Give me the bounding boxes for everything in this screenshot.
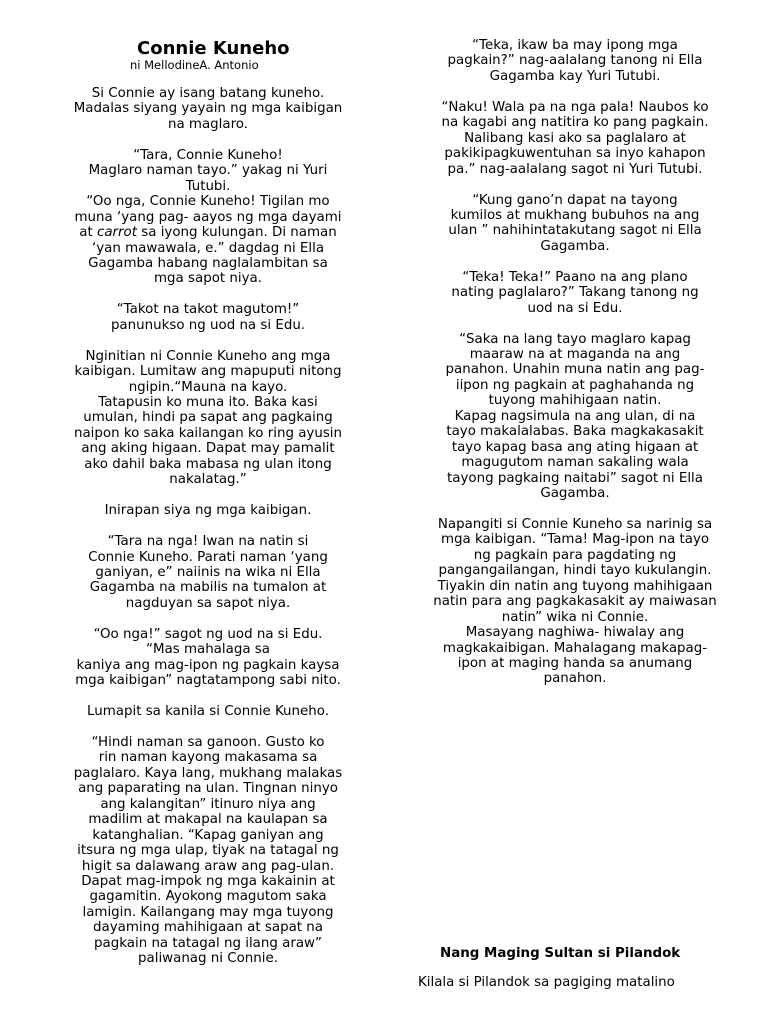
text-line: lamigin. Kailangang may mga tuyong [82, 904, 334, 920]
text-line: katanghalian. “Kapag ganiyan ang [92, 827, 324, 843]
text-line: tayo makalalabas. Baka magkakasakit [446, 424, 704, 440]
text-line: dayaming mahihigaan at sapat na [93, 920, 323, 936]
text-line: nating paglalaro?” Takang tanong ng [451, 285, 699, 301]
text-line: Napangiti si Connie Kuneho sa narinig sa [437, 516, 713, 532]
text-line: Gagamba. [540, 238, 610, 254]
text-line: kumilos at mukhang bubuhos na ang [450, 207, 700, 223]
text-line: tayo kapag basa ang ating higaan at [451, 439, 699, 455]
text-line: “Takot na takot magutom!” [116, 302, 300, 318]
text-line: “Oo nga!” sagot ng uod na si Edu. [93, 626, 323, 642]
text-line: pakikipagkuwentuhan sa inyo kahapon [444, 146, 706, 162]
story-author: ni MellodineA. Antonio [130, 59, 259, 72]
text-line: nagduyan sa sapot niya. [125, 595, 291, 611]
text-line: “Hindi naman sa ganoon. Gusto ko [91, 734, 325, 750]
text-line: “Tara, Connie Kuneho! [133, 147, 283, 163]
text-line: Lumapit sa kanila si Connie Kuneho. [87, 704, 329, 719]
text-line: ang paparating na ulan. Tingnan ninyo [78, 781, 338, 797]
text-line: “Mas mahalaga sa [146, 642, 270, 658]
text-line: panahon. Unahin muna natin ang pag- [445, 362, 705, 378]
text-line: “Teka, ikaw ba may ipong mga [472, 38, 678, 53]
text-line: kaibigan. Lumitaw ang mapuputi nitong [74, 364, 342, 380]
text-line: nakalatag.” [169, 472, 247, 488]
text-line: Gagamba. [540, 486, 610, 502]
text-line: naipon ko saka kailangan ko ring ayusin [73, 425, 343, 441]
text-line: madilim at makapal na kaulapan sa [88, 812, 328, 828]
text-line: mga kaibigan. “Tama! Mag-ipon na tayo [440, 532, 710, 548]
text-line: ang kalangitan” itinuro niya ang [100, 796, 316, 812]
text-line: “Kung gano’n dapat na tayong [472, 192, 678, 208]
text-line: pangangailangan, hindi tayo kukulangin. [438, 563, 712, 579]
text-line: ipon at maging handa sa anumang [457, 656, 693, 671]
text-line: panunukso ng uod na si Edu. [110, 317, 306, 333]
text-line: Tiyakin din natin ang tuyong mahihigaan [437, 578, 713, 594]
text-line: Masayang naghiwa- hiwalay ang [465, 625, 685, 641]
text-line: na kagabi ang natitira ko pang pagkain. [441, 115, 709, 131]
text-line: Nginitian ni Connie Kuneho ang mga [85, 348, 331, 364]
text-line: rin naman kayong makasama sa [98, 750, 318, 766]
text-line: natin” wika ni Connie. [501, 609, 649, 625]
text-line: “Teka! Teka!” Paano na ang plano [462, 269, 688, 285]
story-title: Connie Kuneho [137, 38, 290, 59]
text-line: “Saka na lang tayo maglaro kapag [459, 331, 691, 347]
text-line: muna ‘yang pag- aayos ng mga dayami [74, 209, 342, 225]
text-line: Dapat mag-impok ng mga kakainin at [81, 873, 335, 889]
text-line: paglalaro. Kaya lang, mukhang malakas [73, 765, 343, 781]
text-line: magugutom naman sakaling wala [461, 455, 689, 471]
text-line: na maglaro. [167, 116, 249, 132]
text-line: ngipin.“Mauna na kayo. [128, 379, 288, 395]
text-line: tuyong mahihigaan natin. [488, 393, 662, 409]
text-line: ang aking higaan. Dapat may pamalit [81, 441, 335, 457]
second-story-title: Nang Maging Sultan si Pilandok [440, 946, 681, 961]
text-line: ganiyan, e” naiinis na wika ni Ella [95, 564, 321, 580]
text-line: uod na si Edu. [527, 300, 623, 316]
text-line: magkakaibigan. Mahalagang makapag- [442, 640, 708, 656]
text-line: Maglaro naman tayo.” yakag ni Yuri [88, 163, 328, 179]
text-line: higit sa dalawang araw ang pag-ulan. [81, 858, 335, 874]
text-line: paliwanag ni Connie. [138, 951, 278, 967]
text-line: kaniya ang mag-ipon ng pagkain kaysa [76, 657, 340, 673]
text-line: pagkain?” nag-aalalang tanong ni Ella [447, 53, 703, 69]
text-line: ng pagkain para pagdating ng [473, 547, 677, 563]
text-line: at carrot sa iyong kulungan. Di naman [79, 225, 337, 241]
text-line: Connie Kuneho. Parati naman ‘yang [88, 549, 328, 565]
text-line: Gagamba na mabilis na tumalon at [89, 580, 327, 596]
text-line: “Naku! Wala pa na nga pala! Naubos ko [441, 99, 709, 115]
text-line: maaraw na at maganda na ang [469, 347, 681, 362]
text-line: “Tara na nga! Iwan na natin si [107, 534, 309, 550]
text-line: Si Connie ay isang batang kuneho. [91, 86, 325, 101]
text-line: natin para ang pagkakasakit ay maiwasan [433, 594, 717, 610]
text-line: pa.” nag-aalalang sagot ni Yuri Tutubi. [447, 161, 703, 177]
text-line: Gagamba habang naglalambitan sa [88, 255, 328, 271]
text-line: Tutubi. [185, 178, 231, 194]
text-line: Nalibang kasi ako sa paglalaro at [464, 130, 686, 146]
text-line: ulan ” nahihintatakutang sagot ni Ella [448, 223, 702, 239]
text-line: mga sapot niya. [154, 271, 262, 287]
text-line: ‘yan mawawala, e.” dagdag ni Ella [91, 240, 325, 256]
text-line: itsura ng mga ulap, tiyak na tatagal ng [77, 843, 339, 859]
text-line: pagkain na tatagal ng ilang araw” [94, 935, 322, 951]
text-line: Inirapan siya ng mga kaibigan. [104, 503, 312, 519]
second-story-first-line: Kilala si Pilandok sa pagiging matalino [418, 975, 675, 990]
text-line: gagamitin. Ayokong magutom saka [89, 889, 327, 905]
text-line: panahon. [543, 671, 607, 687]
text-line: ako dahil baka mabasa ng ulan itong [84, 456, 332, 472]
text-line: Kapag nagsimula na ang ulan, di na [454, 408, 696, 424]
text-line: tayong pagkaing naitabi” sagot ni Ella [447, 470, 703, 486]
text-line: umulan, hindi pa sapat ang pagkaing [83, 410, 333, 426]
text-line: Gagamba kay Yuri Tutubi. [489, 68, 661, 84]
text-line: Madalas siyang yayain ng mga kaibigan [73, 101, 343, 117]
text-line: Tatapusin ko muna ito. Baka kasi [98, 395, 318, 410]
text-line: mga kaibigan” nagtatampong sabi nito. [75, 673, 341, 689]
text-line: “Oo nga, Connie Kuneho! Tigilan mo [86, 194, 330, 210]
text-line: iipon ng pagkain at paghahanda ng [455, 377, 695, 393]
